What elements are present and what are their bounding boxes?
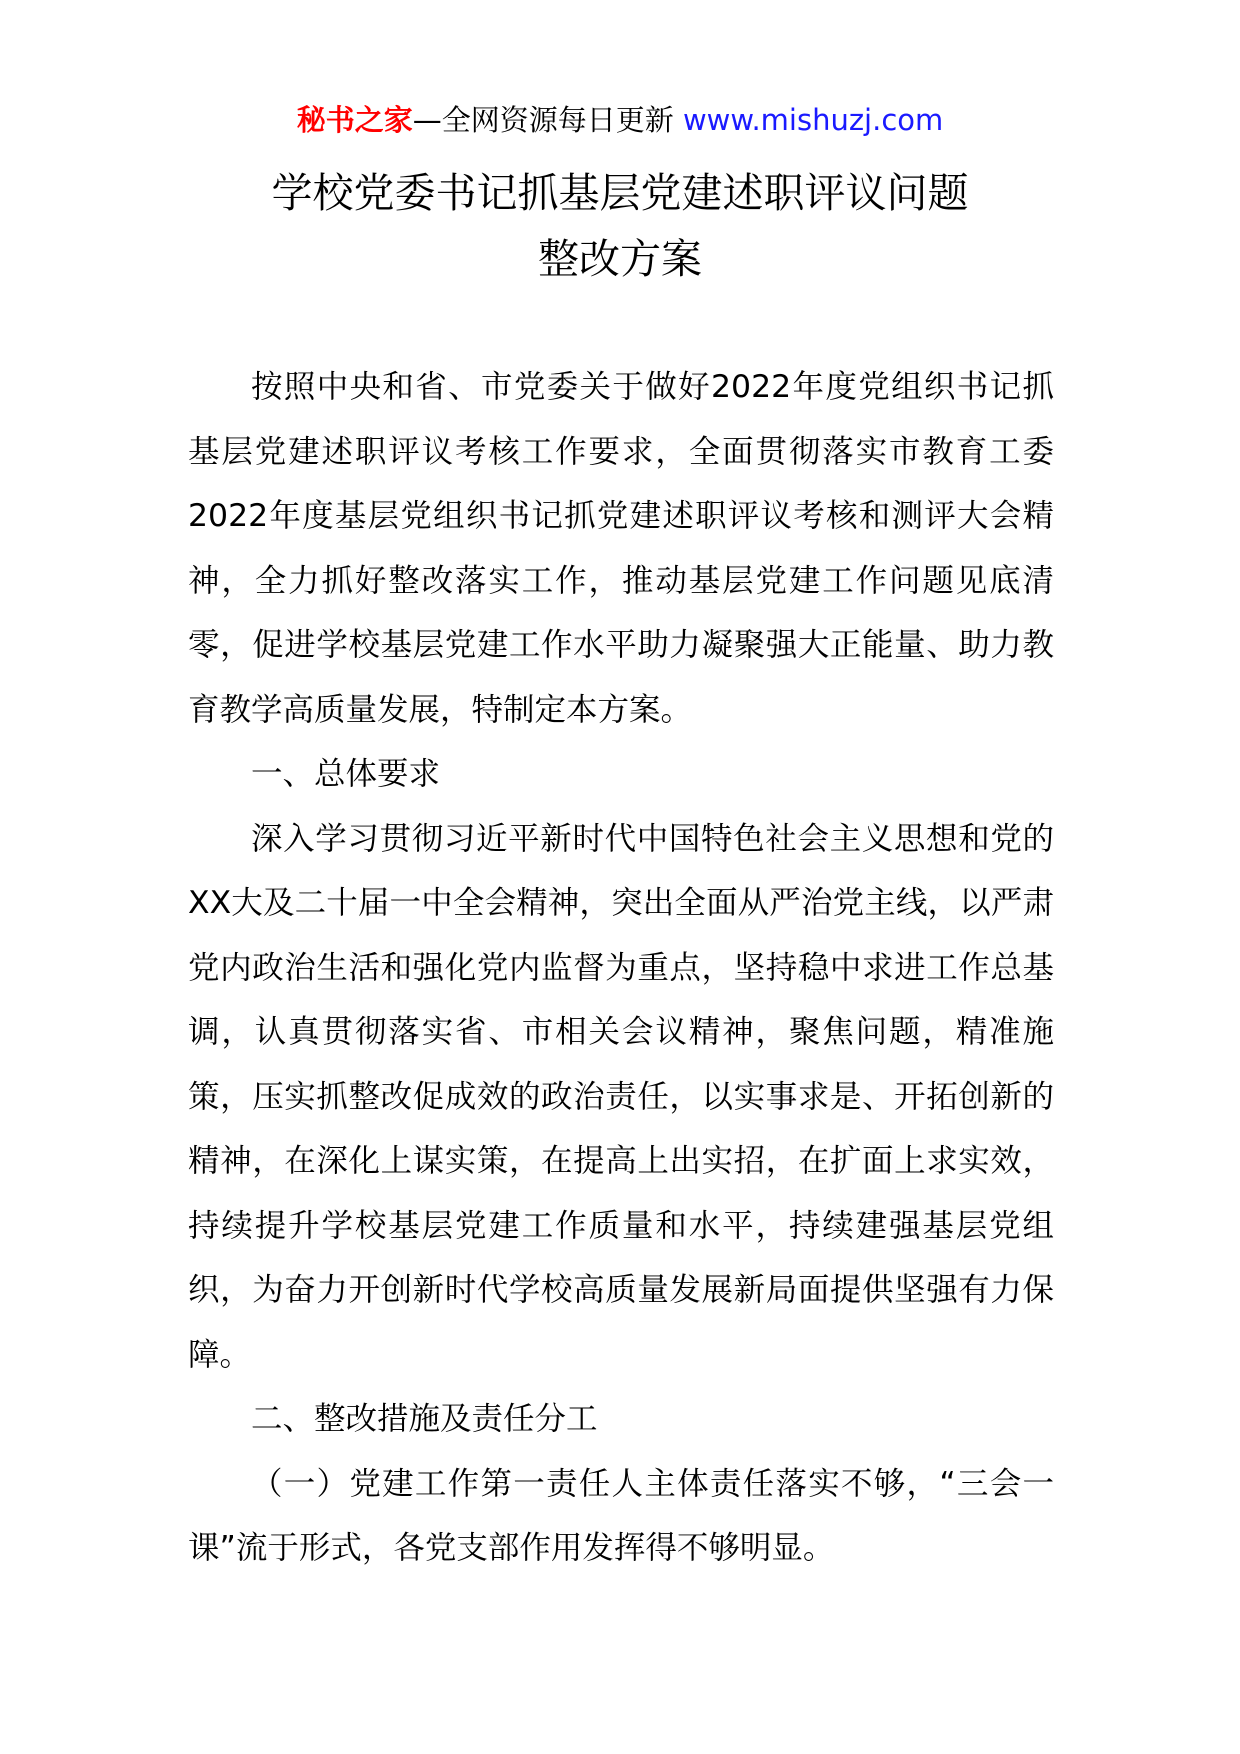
body-paragraph: 深入学习贯彻习近平新时代中国特色社会主义思想和党的XX大及二十届一中全会精神，突出全面从严治党主线，以严肃党内政治生活和强化党内监督为重点，坚持稳中求进工作总基调，认真贯彻落实省、市相关会议精神，聚焦问题，精准施策，压实抓整改促成效的政治责任，以实事求是、开拓创新的精神，在深化上谋实策，在提高上出实招，在扩面上求实效，持续提升学校基层党建工作质量和水平，持续建强基层党组织，为奋力开创新时代学校高质量发展新局面提供坚强有力保障。 (188, 820, 1054, 1373)
section-heading-2: 二、整改措施及责任分工 (251, 1401, 598, 1437)
section-heading-1: 一、总体要求 (251, 756, 441, 792)
site-banner (0, 100, 1240, 140)
intro-paragraph: 按照中央和省、市党委关于做好2022年度党组织书记抓基层党建述职评议考核工作要求，全面贯彻落实市教育工委2022年度基层党组织书记抓党建述职评议考核和测评大会精神，全力抓好整改落实工作，推动基层党建工作问题见底清零，促进学校基层党建工作水平助力凝聚强大正能量、助力教育教学高质量发展，特制定本方案。 (188, 369, 1054, 728)
site-url-link[interactable]: www.mishuzj.com (682, 103, 944, 137)
title-line-1: 学校党委书记抓基层党建述职评议问题 (271, 169, 969, 217)
document-title (0, 160, 1240, 292)
brand-name: 秘书之家 (296, 103, 413, 137)
document-body (188, 355, 1054, 1581)
banner-tagline: —全网资源每日更新 (412, 103, 683, 137)
title-line-2: 整改方案 (538, 235, 702, 283)
subsection-paragraph: （一）党建工作第一责任人主体责任落实不够，“三会一课”流于形式，各党支部作用发挥得不够明显。 (188, 1465, 1054, 1566)
